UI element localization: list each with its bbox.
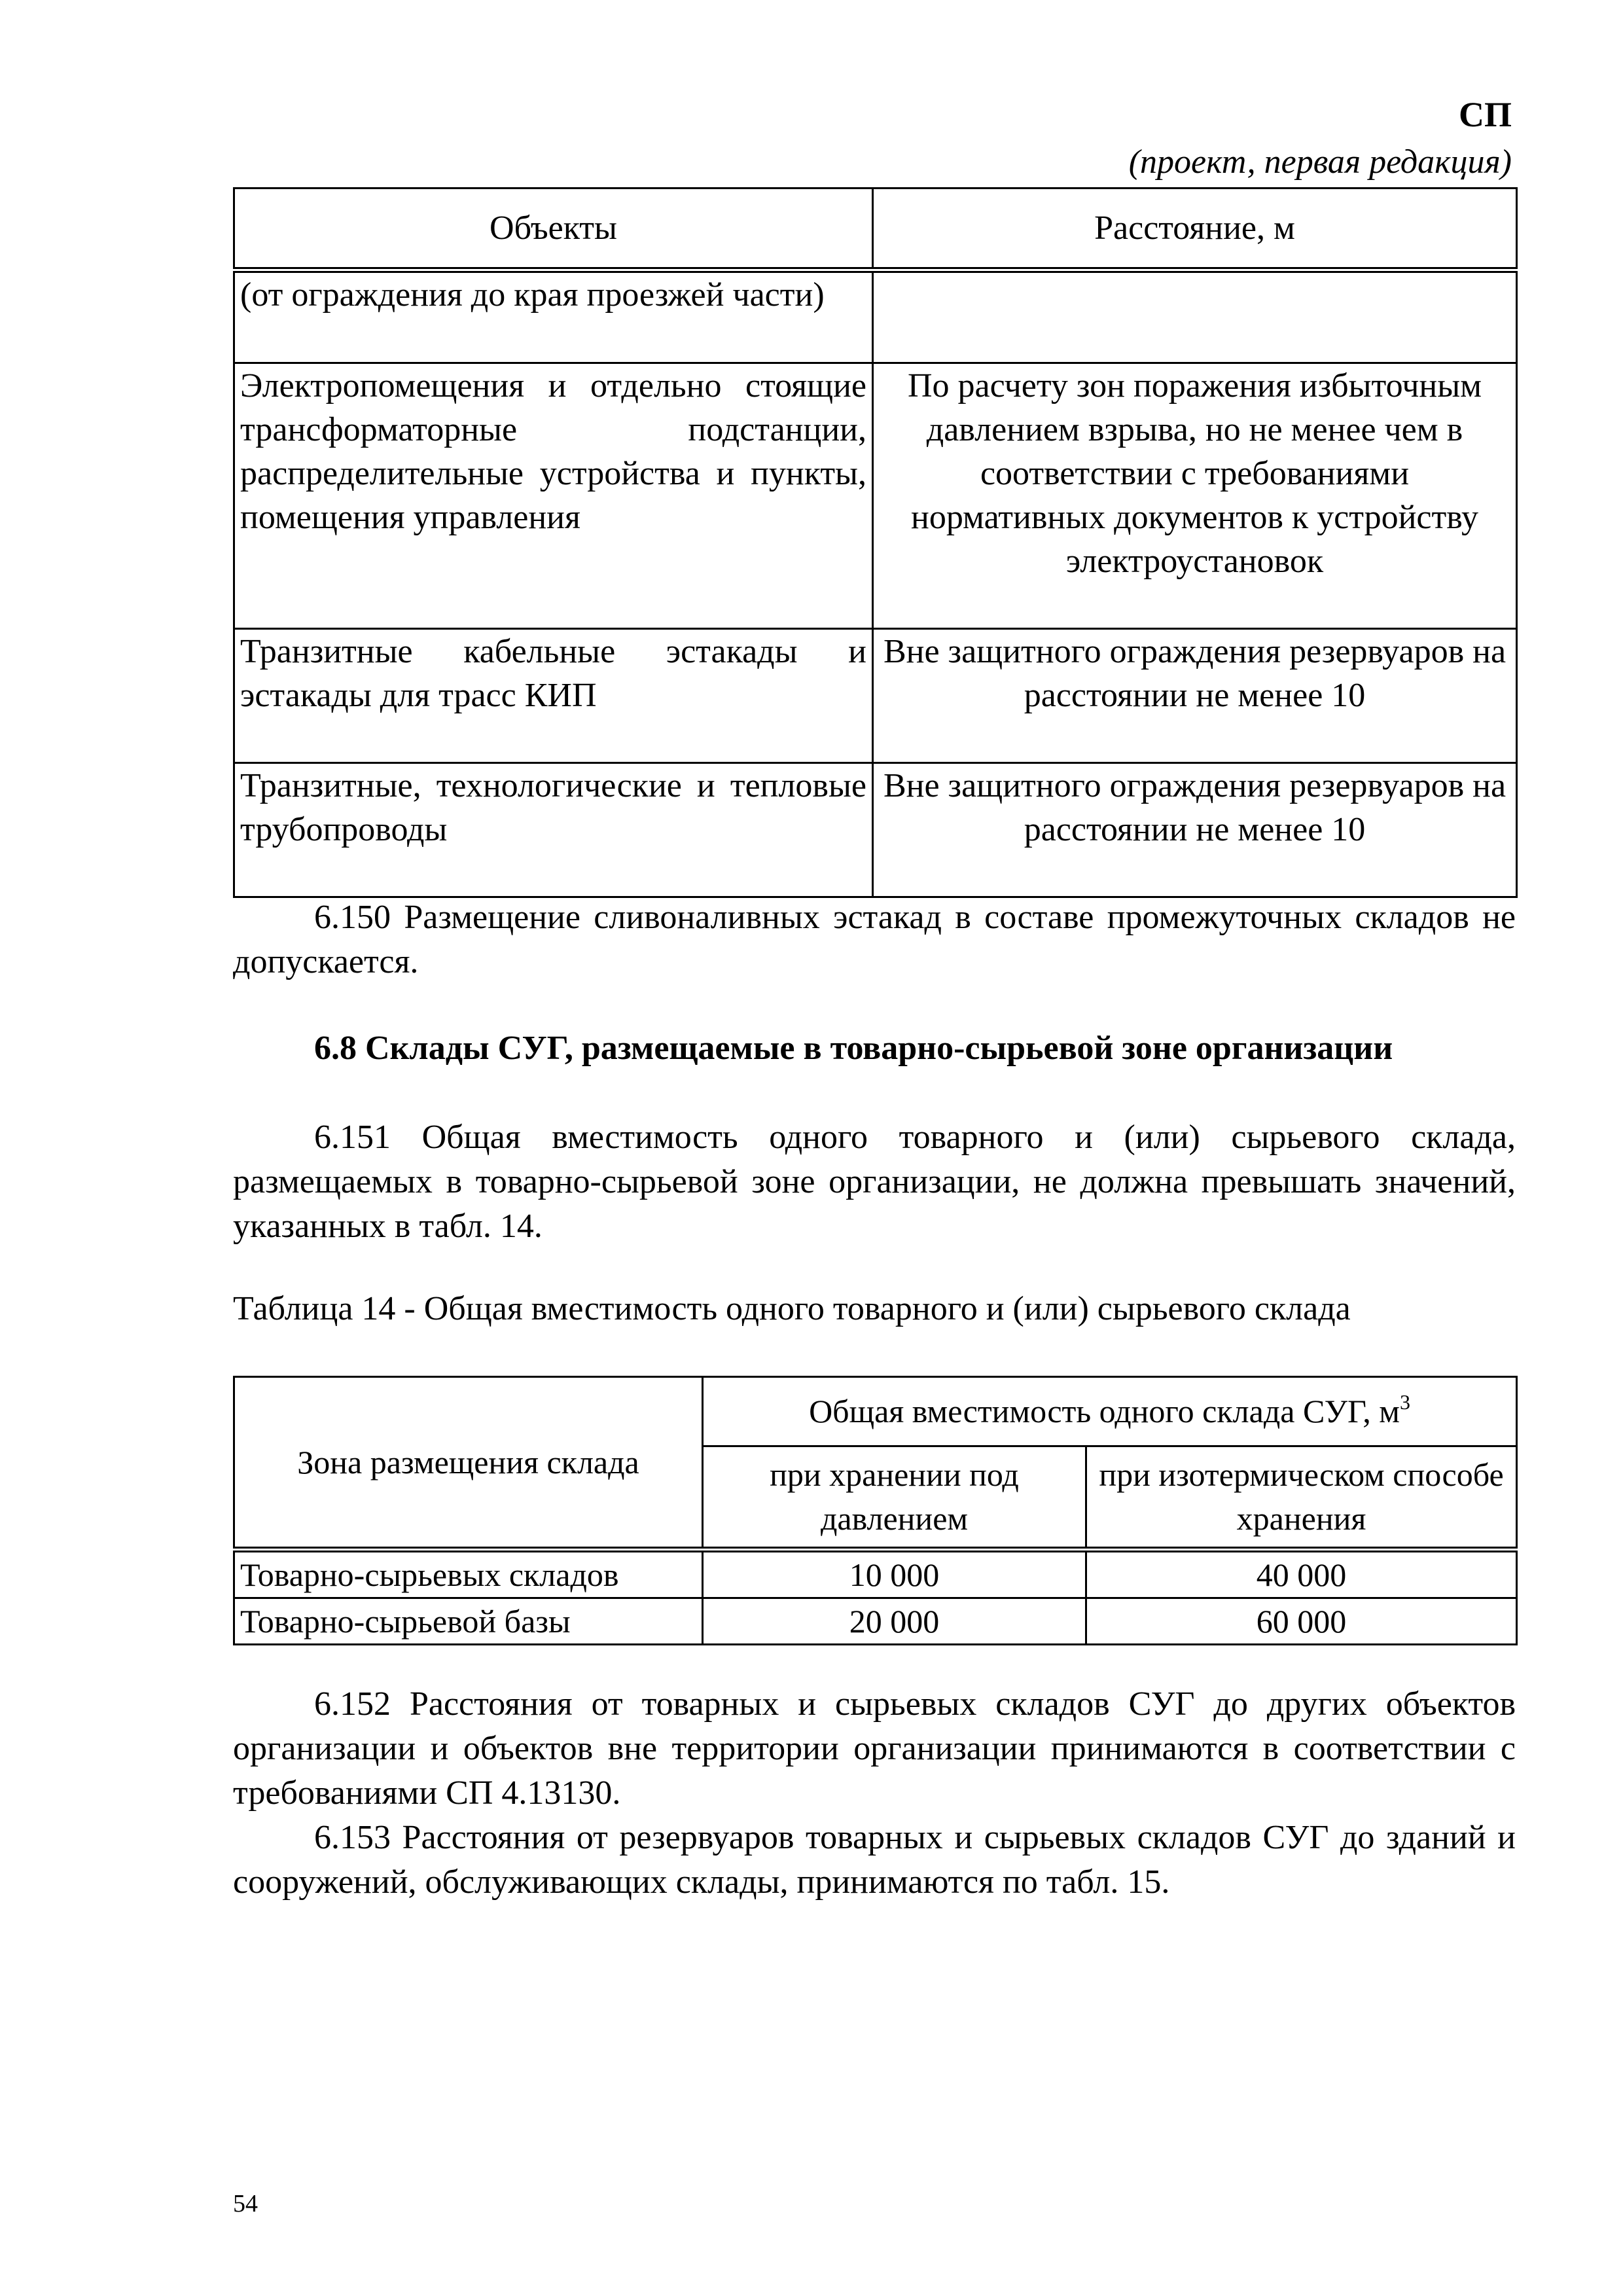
distances-table (233, 187, 1518, 898)
pressure-cell: 20 000 (703, 1598, 1086, 1645)
zone-cell: Товарно-сырьевой базы (234, 1598, 703, 1645)
paragraph-6-152: 6.152 Расстояния от товарных и сырьевых складов СУГ до других объектов организации и объектов вне территории организации принимаются в соответствии с требованиями СП 4.13130. (233, 1685, 1516, 1812)
document-code: СП (1459, 95, 1512, 134)
pressure-cell: 10 000 (703, 1550, 1086, 1598)
table-row (234, 270, 1517, 363)
paragraph-6-150: 6.150 Размещение сливоналивных эстакад в составе промежуточных складов не допускается. (233, 899, 1516, 980)
table-header-row (234, 1377, 1517, 1446)
table-14-caption: Таблица 14 - Общая вместимость одного товарного и (или) сырьевого склада (233, 1290, 1351, 1327)
column-header-distance: Расстояние, м (873, 188, 1517, 270)
isothermal-cell: 40 000 (1086, 1550, 1517, 1598)
column-header-capacity (703, 1377, 1517, 1446)
paragraph-6-151: 6.151 Общая вместимость одного товарного и (или) сырьевого склада, размещаемых в товарно-сырьевой зоне организации, не должна превышать значений, указанных в табл. 14. (233, 1119, 1516, 1245)
paragraph-6-153: 6.153 Расстояния от резервуаров товарных и сырьевых складов СУГ до зданий и сооружений, обслуживающих склады, принимаются по табл. 15. (233, 1819, 1516, 1901)
document-edition: (проект, первая редакция) (1128, 143, 1512, 181)
distance-cell (873, 270, 1517, 363)
distance-cell: По расчету зон поражения избыточным давлением взрыва, но не менее чем в соответствии с требованиями нормативных документов к устройству электроустановок (873, 363, 1517, 629)
column-header-pressure: при хранении под давлением (703, 1446, 1086, 1549)
table-row (234, 629, 1517, 763)
superscript-unit: 3 (1399, 1390, 1410, 1414)
column-header-isothermal: при изотермическом способе хранения (1086, 1446, 1517, 1549)
table-row (234, 363, 1517, 629)
section-heading-6-8: 6.8 Склады СУГ, размещаемые в товарно-сырьевой зоне организации (314, 1030, 1393, 1067)
object-cell: Транзитные кабельные эстакады и эстакады для трасс КИП (234, 629, 873, 763)
distance-cell: Вне защитного ограждения резервуаров на расстоянии не менее 10 (873, 763, 1517, 897)
page-number: 54 (233, 2190, 258, 2217)
table-row (234, 1550, 1517, 1598)
object-cell: Электропомещения и отдельно стоящие трансформаторные подстанции, распределительные устройства и пункты, помещения управления (234, 363, 873, 629)
column-header-zone: Зона размещения склада (234, 1377, 703, 1550)
table-header-row (234, 188, 1517, 270)
capacity-header-text: Общая вместимость одного склада СУГ, м (809, 1392, 1400, 1429)
column-header-objects: Объекты (234, 188, 873, 270)
object-cell: Транзитные, технологические и тепловые трубопроводы (234, 763, 873, 897)
isothermal-cell: 60 000 (1086, 1598, 1517, 1645)
table-row (234, 1598, 1517, 1645)
zone-cell: Товарно-сырьевых складов (234, 1550, 703, 1598)
object-cell: (от ограждения до края проезжей части) (234, 270, 873, 363)
distance-cell: Вне защитного ограждения резервуаров на расстоянии не менее 10 (873, 629, 1517, 763)
table-row (234, 763, 1517, 897)
table-14 (233, 1376, 1518, 1645)
